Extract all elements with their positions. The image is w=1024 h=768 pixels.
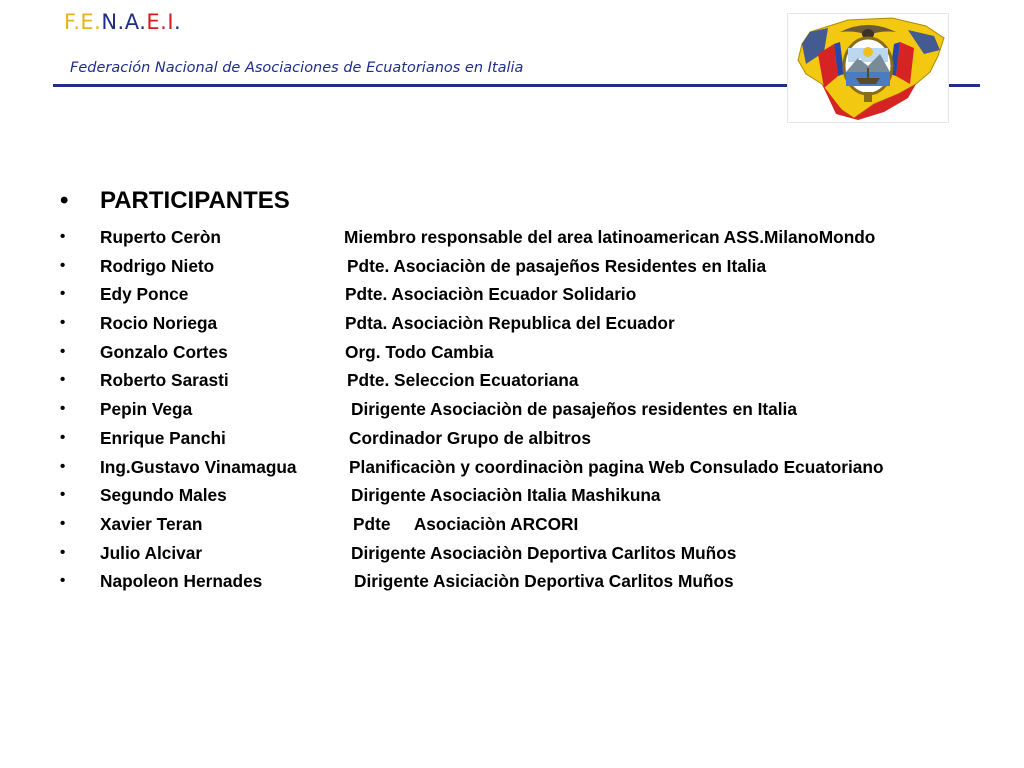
participant-name: Enrique Panchi	[100, 427, 226, 448]
participant-name: Roberto Sarasti	[100, 370, 229, 391]
participant-name: Pepin Vega	[100, 399, 193, 420]
participant-name: Ing.Gustavo Vinamagua	[100, 456, 297, 477]
participant-name: Segundo Males	[100, 485, 227, 506]
bullet-icon: •	[60, 457, 66, 475]
organization-full-name: Federación Nacional de Asociaciones de Ecuatorianos en Italia	[70, 60, 524, 76]
section-heading	[60, 187, 290, 215]
participant-role: Dirigente Asociaciòn Italia Mashikuna	[351, 485, 661, 506]
bullet-icon: •	[60, 543, 66, 561]
participant-role: Dirigente Asiciaciòn Deportiva Carlitos Muños	[354, 571, 734, 592]
acronym-part-ei: E.I	[146, 10, 175, 34]
bullet-icon: •	[60, 514, 66, 532]
bullet-icon: •	[60, 187, 69, 214]
participant-role: Org. Todo Cambia	[345, 341, 494, 362]
participant-role: Pdta. Asociaciòn Republica del Ecuador	[345, 313, 675, 334]
bullet-icon: •	[60, 256, 66, 274]
participant-role: Dirigente Asociaciòn Deportiva Carlitos Muños	[351, 542, 737, 563]
acronym-part-na: N.A.	[101, 10, 147, 34]
participant-name: Julio Alcivar	[100, 542, 203, 563]
participant-name: Gonzalo Cortes	[100, 341, 228, 362]
bullet-icon: •	[60, 486, 66, 504]
ecuador-map-coat-of-arms-icon	[787, 13, 949, 123]
participant-role: Miembro responsable del area latinoamerican ASS.MilanoMondo	[344, 227, 876, 247]
participant-role: Cordinador Grupo de albitros	[349, 427, 591, 448]
bullet-icon: •	[60, 572, 66, 590]
participant-name: Rocio Noriega	[100, 313, 218, 334]
bullet-icon: •	[60, 428, 66, 446]
participant-name: Xavier Teran	[100, 513, 203, 534]
bullet-icon: •	[60, 285, 66, 303]
bullet-icon: •	[60, 371, 66, 389]
bullet-icon: •	[60, 314, 66, 332]
bullet-icon: •	[60, 342, 66, 360]
bullet-icon: •	[60, 400, 66, 418]
participant-role: Planificaciòn y coordinaciòn pagina Web Consulado Ecuatoriano	[349, 456, 884, 477]
participant-role: Pdte. Seleccion Ecuatoriana	[347, 370, 579, 391]
participant-role: Pdte. Asociaciòn Ecuador Solidario	[345, 284, 637, 305]
participant-name: Ruperto Ceròn	[100, 227, 221, 247]
participant-name: Rodrigo Nieto	[100, 255, 215, 276]
acronym-part-fe: F.E.	[64, 10, 102, 34]
bullet-icon: •	[60, 228, 66, 245]
heading-text: PARTICIPANTES	[100, 187, 290, 214]
participant-name: Edy Ponce	[100, 284, 189, 305]
participant-role: Dirigente Asociaciòn de pasajeños residentes en Italia	[351, 399, 797, 420]
participant-role: Pdte Asociaciòn ARCORI	[353, 513, 579, 534]
participant-name: Napoleon Hernades	[100, 571, 263, 592]
acronym-part-dot: .	[174, 10, 182, 34]
participant-role: Pdte. Asociaciòn de pasajeños Residentes en Italia	[347, 255, 767, 276]
organization-acronym	[64, 10, 181, 34]
